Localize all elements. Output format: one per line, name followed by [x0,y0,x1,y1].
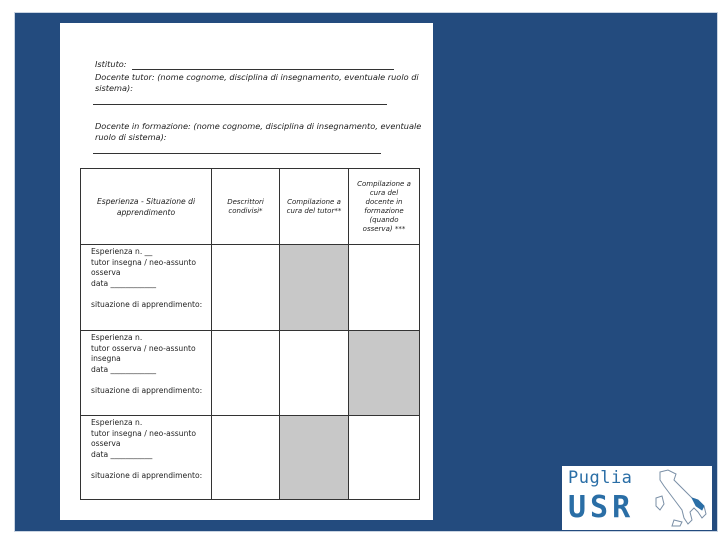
docente-tutor-label: Docente tutor: (nome cognome, disciplina di insegnamento, eventuale ruolo di [95,72,419,82]
row-3-tutor-shaded [280,416,349,500]
row-3-docente [349,416,420,500]
logo-puglia-text: Puglia [568,468,633,488]
header-esperienza: Esperienza - Situazione di apprendimento [81,169,212,245]
table-header-row [81,169,420,245]
row-1-descrittori [212,245,280,331]
row-3-esperienza: Esperienza n. tutor insegna / neo-assunto osserva data ___________ situazione di apprendimento: [81,416,212,500]
italy-map-icon [654,468,712,528]
row-2-descrittori [212,331,280,416]
experience-table [80,168,420,500]
header-descrittori: Descrittori condivisi* [212,169,280,245]
docente-tutor-underline [93,104,387,105]
istituto-label: Istituto: [95,59,127,69]
row-1-esperienza: Esperienza n. __ tutor insegna / neo-assunto osserva data ____________ situazione di apprendimento: [81,245,212,331]
row-2-docente-shaded [349,331,420,416]
header-tutor: Compilazione a cura del tutor** [280,169,349,245]
row-1-docente [349,245,420,331]
document-page [60,23,433,520]
istituto-underline [132,69,394,70]
logo-usr-text: USR [568,490,635,525]
header-docente: Compilazione a cura del docente in formazione (quando osserva) *** [349,169,420,245]
usr-puglia-logo [562,466,712,530]
docente-formazione-underline [93,153,381,154]
row-1-tutor-shaded [280,245,349,331]
row-3-descrittori [212,416,280,500]
table-row [81,416,420,500]
docente-tutor-label-cont: sistema): [95,83,133,93]
row-2-esperienza: Esperienza n. tutor osserva / neo-assunto insegna data ____________ situazione di apprendimento: [81,331,212,416]
docente-formazione-label: Docente in formazione: (nome cognome, disciplina di insegnamento, eventuale [95,121,422,131]
row-2-tutor [280,331,349,416]
docente-formazione-label-cont: ruolo di sistema): [95,132,167,142]
table-row [81,331,420,416]
table-row [81,245,420,331]
